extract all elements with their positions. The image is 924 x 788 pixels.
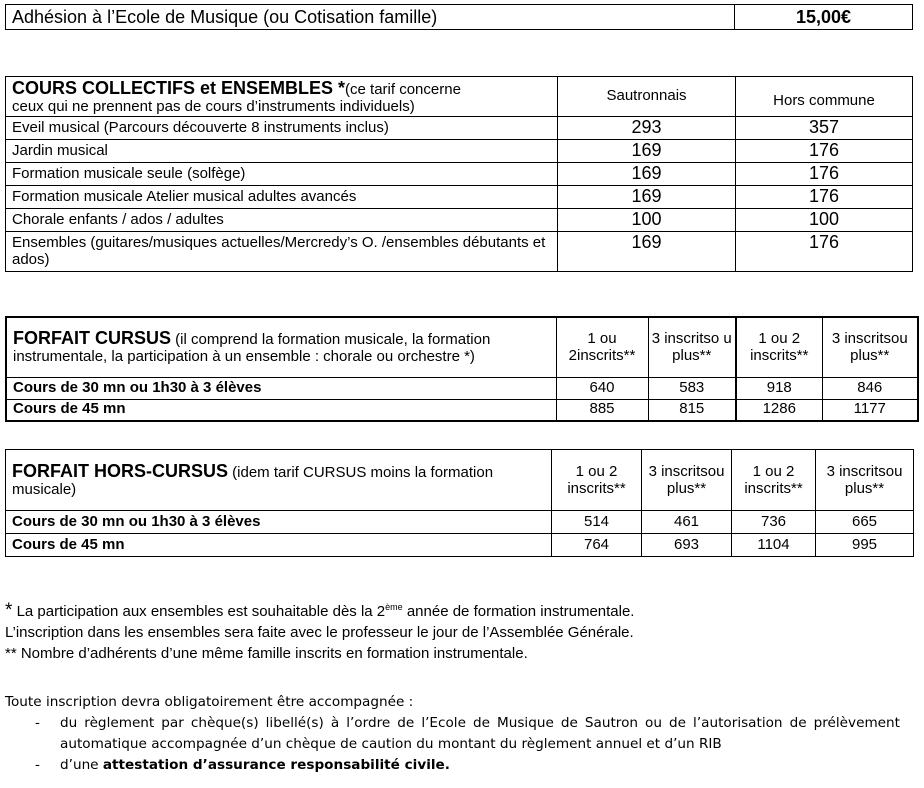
- footnote-star: *: [5, 600, 13, 621]
- footnotes: [5, 597, 634, 664]
- collectifs-subtitle-b: ceux qui ne prennent pas de cours d’instruments individuels): [12, 97, 415, 115]
- col-sautronnais: Sautronnais: [558, 77, 736, 117]
- collectifs-subtitle-a: (ce tarif concerne: [345, 80, 461, 98]
- inscription-item-2-b: attestation d’assurance responsabilité civile.: [102, 757, 450, 773]
- hors-col-2: 3 inscritsou plus**: [642, 450, 732, 511]
- inscription-intro: Toute inscription devra obligatoirement être accompagnée :: [5, 694, 414, 710]
- cursus-header: [6, 317, 918, 377]
- adhesion-label: Adhésion à l’Ecole de Musique (ou Cotisation famille): [6, 5, 735, 30]
- price-cell: 846: [822, 377, 918, 399]
- cursus-subtitle: (il comprend la formation musicale, la formation instrumentale, la participation à un ensemble : chorale ou orchestre *): [13, 331, 491, 366]
- collectifs-title-cell: [6, 77, 558, 117]
- price-cell: 918: [736, 377, 822, 399]
- cursus-col-3: 1 ou 2 inscrits**: [736, 317, 822, 377]
- price-cell: 583: [648, 377, 736, 399]
- inscription-block: [5, 692, 900, 776]
- footnote-1-sup: ème: [385, 602, 403, 612]
- price-hors-commune: 176: [736, 163, 913, 186]
- inscription-item-2: [60, 755, 900, 776]
- price-cell: 1286: [736, 399, 822, 421]
- price-hors-commune: 357: [736, 117, 913, 140]
- price-sautronnais: 169: [558, 163, 736, 186]
- price-sautronnais: 169: [558, 232, 736, 272]
- row-label: Formation musicale seule (solfège): [6, 163, 558, 186]
- hors-col-1: 1 ou 2 inscrits**: [552, 450, 642, 511]
- cursus-title: FORFAIT CURSUS: [13, 328, 172, 349]
- hors-subtitle: (idem tarif CURSUS moins la formation musicale): [12, 464, 494, 498]
- price-cell: 514: [552, 511, 642, 534]
- price-cell: 1104: [732, 534, 816, 557]
- table-row: [6, 186, 913, 209]
- table-row: [6, 232, 913, 272]
- hors-cursus-table: [5, 449, 914, 557]
- row-label: Cours de 30 mn ou 1h30 à 3 élèves: [6, 511, 552, 534]
- inscription-item-2-a: d’une: [60, 757, 103, 773]
- price-hors-commune: 176: [736, 140, 913, 163]
- table-row: [6, 534, 914, 557]
- price-cell: 764: [552, 534, 642, 557]
- table-row: [6, 511, 914, 534]
- table-row: [6, 377, 918, 399]
- price-cell: 815: [648, 399, 736, 421]
- hors-col-3: 1 ou 2 inscrits**: [732, 450, 816, 511]
- price-cell: 885: [556, 399, 648, 421]
- col-hors-commune: Hors commune: [736, 77, 913, 117]
- hors-header: [6, 450, 914, 511]
- price-cell: 736: [732, 511, 816, 534]
- cursus-title-cell: [6, 317, 556, 377]
- list-bullet: -: [35, 715, 40, 731]
- adhesion-row: [6, 5, 913, 30]
- table-row: [6, 163, 913, 186]
- table-row: [6, 399, 918, 421]
- price-sautronnais: 293: [558, 117, 736, 140]
- adhesion-table: [5, 4, 913, 30]
- price-cell: 1177: [822, 399, 918, 421]
- collectifs-header: [6, 77, 913, 117]
- footnote-2: L’inscription dans les ensembles sera faite avec le professeur le jour de l’Assemblée Générale.: [5, 624, 634, 641]
- price-hors-commune: 176: [736, 232, 913, 272]
- price-hors-commune: 176: [736, 186, 913, 209]
- hors-title-cell: [6, 450, 552, 511]
- footnote-1: [5, 597, 634, 622]
- footnote-1-text-b: année de formation instrumentale.: [402, 603, 635, 620]
- collectifs-table: [5, 76, 913, 272]
- table-row: [6, 117, 913, 140]
- collectifs-title: COURS COLLECTIFS et ENSEMBLES *: [12, 77, 346, 98]
- row-label: Eveil musical (Parcours découverte 8 instruments inclus): [6, 117, 558, 140]
- cursus-col-2: 3 inscritso u plus**: [648, 317, 736, 377]
- price-sautronnais: 100: [558, 209, 736, 232]
- row-label: Chorale enfants / ados / adultes: [6, 209, 558, 232]
- price-hors-commune: 100: [736, 209, 913, 232]
- price-cell: 693: [642, 534, 732, 557]
- row-label: Ensembles (guitares/musiques actuelles/Mercredy’s O. /ensembles débutants et ados): [6, 232, 558, 272]
- hors-col-4: 3 inscritsou plus**: [816, 450, 914, 511]
- price-cell: 640: [556, 377, 648, 399]
- list-item: [5, 755, 900, 776]
- cursus-col-1: 1 ou 2inscrits**: [556, 317, 648, 377]
- footnote-3: ** Nombre d’adhérents d’une même famille inscrits en formation instrumentale.: [5, 645, 528, 662]
- price-cell: 665: [816, 511, 914, 534]
- price-cell: 995: [816, 534, 914, 557]
- list-item: [5, 713, 900, 755]
- row-label: Cours de 30 mn ou 1h30 à 3 élèves: [6, 377, 556, 399]
- cursus-col-4: 3 inscritsou plus**: [822, 317, 918, 377]
- price-sautronnais: 169: [558, 140, 736, 163]
- row-label: Jardin musical: [6, 140, 558, 163]
- price-cell: 461: [642, 511, 732, 534]
- row-label: Cours de 45 mn: [6, 399, 556, 421]
- price-sautronnais: 169: [558, 186, 736, 209]
- inscription-item-1: du règlement par chèque(s) libellé(s) à l’ordre de l’Ecole de Musique de Sautron ou de l’autorisation de prélèvement automatique accompagnée d’un chèque de caution du montant du règlement annuel et d’un RIB: [60, 715, 900, 752]
- table-row: [6, 209, 913, 232]
- row-label: Formation musicale Atelier musical adultes avancés: [6, 186, 558, 209]
- table-row: [6, 140, 913, 163]
- adhesion-price: 15,00€: [735, 5, 913, 30]
- cursus-table: [5, 316, 919, 422]
- hors-title: FORFAIT HORS-CURSUS: [12, 461, 228, 482]
- footnote-1-text-a: La participation aux ensembles est souhaitable dès la 2: [12, 603, 386, 620]
- row-label: Cours de 45 mn: [6, 534, 552, 557]
- list-bullet: -: [35, 757, 40, 773]
